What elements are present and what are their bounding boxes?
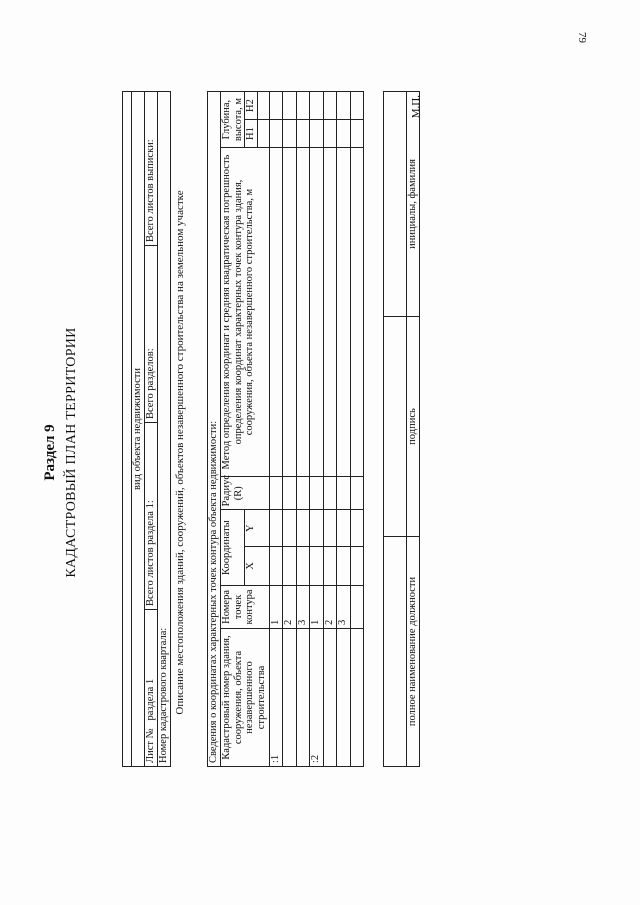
sheets-in-section-label: Всего листов раздела 1: [145, 423, 158, 610]
table-row [350, 92, 364, 767]
col-method: Метод определения координат и средняя квадратическая погрешность определения координат характерных точек контура здания, сооружения, объекта незавершенного строительства, м [221, 148, 270, 477]
group-1-prefix: :1 [269, 628, 283, 766]
total-sections-label: Всего разделов: [145, 246, 158, 423]
sheet-label: Лист № [145, 728, 156, 763]
header-table [122, 91, 171, 767]
points-table [207, 91, 364, 767]
object-type-label: вид объекта недвижимости [132, 92, 145, 767]
table-row [310, 92, 324, 767]
table-row [296, 92, 310, 767]
table-row [269, 92, 283, 767]
quarter-label: Номер кадастрового квартала: [158, 92, 171, 767]
table-row [323, 92, 337, 767]
table-row [337, 92, 351, 767]
point-number: 2 [323, 585, 337, 628]
section-label: раздела 1 [145, 678, 156, 721]
col-h1: Н1 [245, 120, 258, 148]
point-number: 1 [310, 585, 324, 628]
point-number: 3 [337, 585, 351, 628]
points-caption: Сведения о координатах характерных точек контура объекта недвижимости: [208, 92, 221, 767]
col-cadastral: Кадастровый номер здания, сооружения, объекта незавершенного строительства [221, 628, 270, 766]
col-y: Y [245, 510, 270, 547]
sheet-number-cell [145, 610, 158, 767]
table-row [283, 92, 297, 767]
page-number: 79 [576, 32, 588, 43]
description: Описание местоположения зданий, сооружений, объектов незавершенного строительства на земельном участке [174, 190, 186, 715]
signature-label: подпись [407, 317, 420, 537]
stamp-label: М.П. [410, 95, 422, 119]
point-number: 1 [269, 585, 283, 628]
col-coords: Координаты [221, 510, 245, 585]
point-number: 2 [283, 585, 297, 628]
col-depth: Глубина, высота, м [221, 92, 245, 148]
col-h2: Н2 [245, 92, 258, 120]
col-points: Номера точек контура [221, 585, 270, 628]
section-title: КАДАСТРОВЫЙ ПЛАН ТЕРРИТОРИИ [64, 327, 79, 578]
name-label: инициалы, фамилия [407, 92, 420, 317]
col-x: X [245, 547, 270, 586]
total-sheets-label: Всего листов выписки: [145, 92, 158, 246]
point-number: 3 [296, 585, 310, 628]
position-label: полное наименование должности [407, 537, 420, 767]
section-heading: Раздел 9 [42, 424, 58, 481]
group-2-prefix: :2 [310, 628, 324, 766]
col-radius: Радиус (R) [221, 476, 270, 509]
